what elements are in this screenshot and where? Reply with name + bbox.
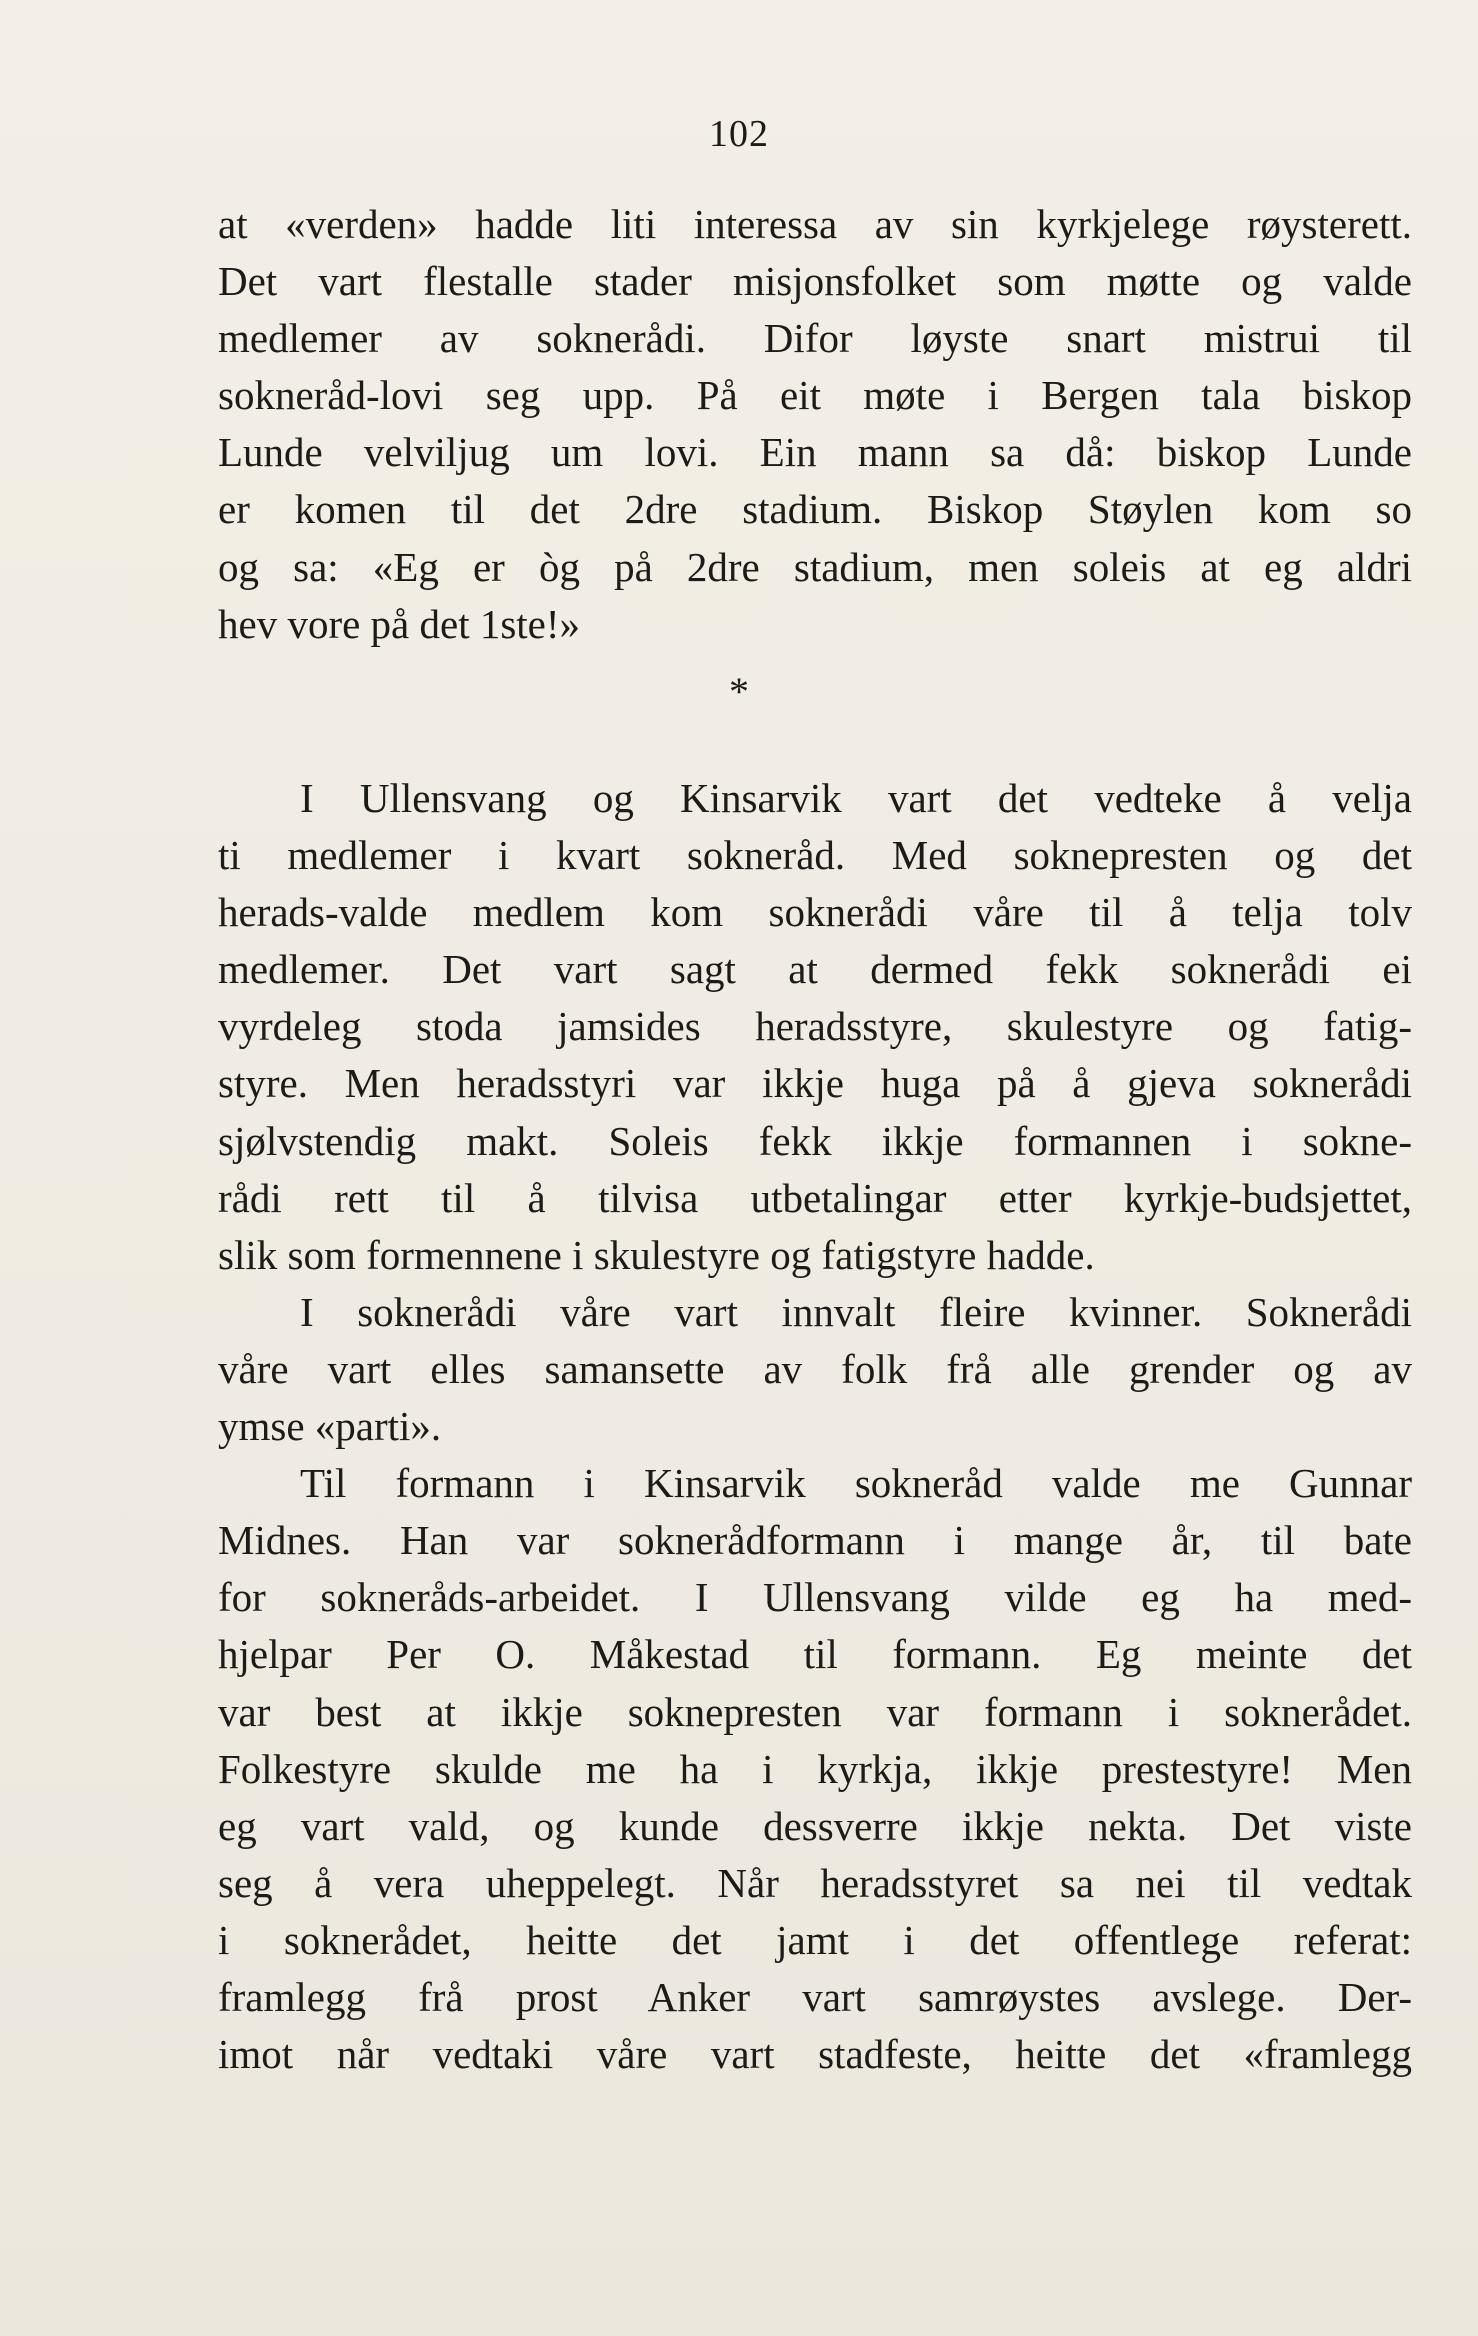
text-block-2 bbox=[218, 770, 1412, 2083]
text-line: framlegg frå prost Anker vart samrøystes avslege. Der- bbox=[218, 1973, 1412, 2020]
page-number: 102 bbox=[709, 113, 769, 155]
text-line: er komen til det 2dre stadium. Biskop Støylen kom so bbox=[218, 486, 1412, 533]
text-line: slik som formennene i skulestyre og fatigstyre hadde. bbox=[218, 1231, 1095, 1278]
text-line: Folkestyre skulde me ha i kyrkja, ikkje prestestyre! Men bbox=[218, 1745, 1412, 1792]
text-line: herads-valde medlem kom soknerådi våre til å telja tolv bbox=[218, 889, 1412, 936]
text-line: imot når vedtaki våre vart stadfeste, heitte det «framlegg bbox=[218, 2031, 1412, 2078]
text-line: hjelpar Per O. Måkestad til formann. Eg meinte det bbox=[218, 1631, 1412, 1678]
text-line: sokneråd-lovi seg upp. På eit møte i Bergen tala biskop bbox=[218, 372, 1412, 419]
text-line: ymse «parti». bbox=[218, 1403, 442, 1450]
text-line: I soknerådi våre vart innvalt fleire kvinner. Soknerådi bbox=[300, 1288, 1412, 1335]
text-line: I Ullensvang og Kinsarvik vart det vedteke å velja bbox=[300, 775, 1412, 821]
text-line: Til formann i Kinsarvik sokneråd valde me Gunnar bbox=[300, 1460, 1412, 1507]
text-line: rådi rett til å tilvisa utbetalingar etter kyrkje-budsjettet, bbox=[218, 1174, 1412, 1221]
text-block-1 bbox=[218, 196, 1412, 653]
text-line: at «verden» hadde liti interessa av sin kyrkjelege røysterett. bbox=[218, 201, 1412, 247]
text-line: i soknerådet, heitte det jamt i det offentlege referat: bbox=[218, 1916, 1412, 1963]
text-line: og sa: «Eg er òg på 2dre stadium, men soleis at eg aldri bbox=[218, 543, 1412, 590]
text-line: Lunde velviljug um lovi. Ein mann sa då: biskop Lunde bbox=[218, 429, 1412, 476]
text-line: ti medlemer i kvart sokneråd. Med soknepresten og det bbox=[218, 832, 1412, 879]
text-line: for sokneråds-arbeidet. I Ullensvang vilde eg ha med- bbox=[218, 1574, 1412, 1621]
text-line: medlemer av soknerådi. Difor løyste snart mistrui til bbox=[218, 315, 1412, 362]
text-line: vyrdeleg stoda jamsides heradsstyre, skulestyre og fatig- bbox=[218, 1003, 1412, 1050]
text-line: våre vart elles samansette av folk frå alle grender og av bbox=[218, 1345, 1412, 1392]
text-line: Midnes. Han var soknerådformann i mange år, til bate bbox=[218, 1517, 1412, 1564]
text-line: Det vart flestalle stader misjonsfolket som møtte og valde bbox=[218, 258, 1412, 305]
text-line: styre. Men heradsstyri var ikkje huga på å gjeva soknerådi bbox=[218, 1060, 1412, 1107]
text-line: seg å vera uheppelegt. Når heradsstyret sa nei til vedtak bbox=[218, 1859, 1412, 1906]
text-line: sjølvstendig makt. Soleis fekk ikkje formannen i sokne- bbox=[218, 1117, 1412, 1164]
text-line: medlemer. Det vart sagt at dermed fekk soknerådi ei bbox=[218, 946, 1412, 993]
text-line: eg vart vald, og kunde dessverre ikkje nekta. Det viste bbox=[218, 1802, 1412, 1849]
text-line: var best at ikkje soknepresten var formann i soknerådet. bbox=[218, 1688, 1412, 1735]
section-separator: * bbox=[729, 669, 749, 714]
text-line: hev vore på det 1ste!» bbox=[218, 600, 581, 647]
